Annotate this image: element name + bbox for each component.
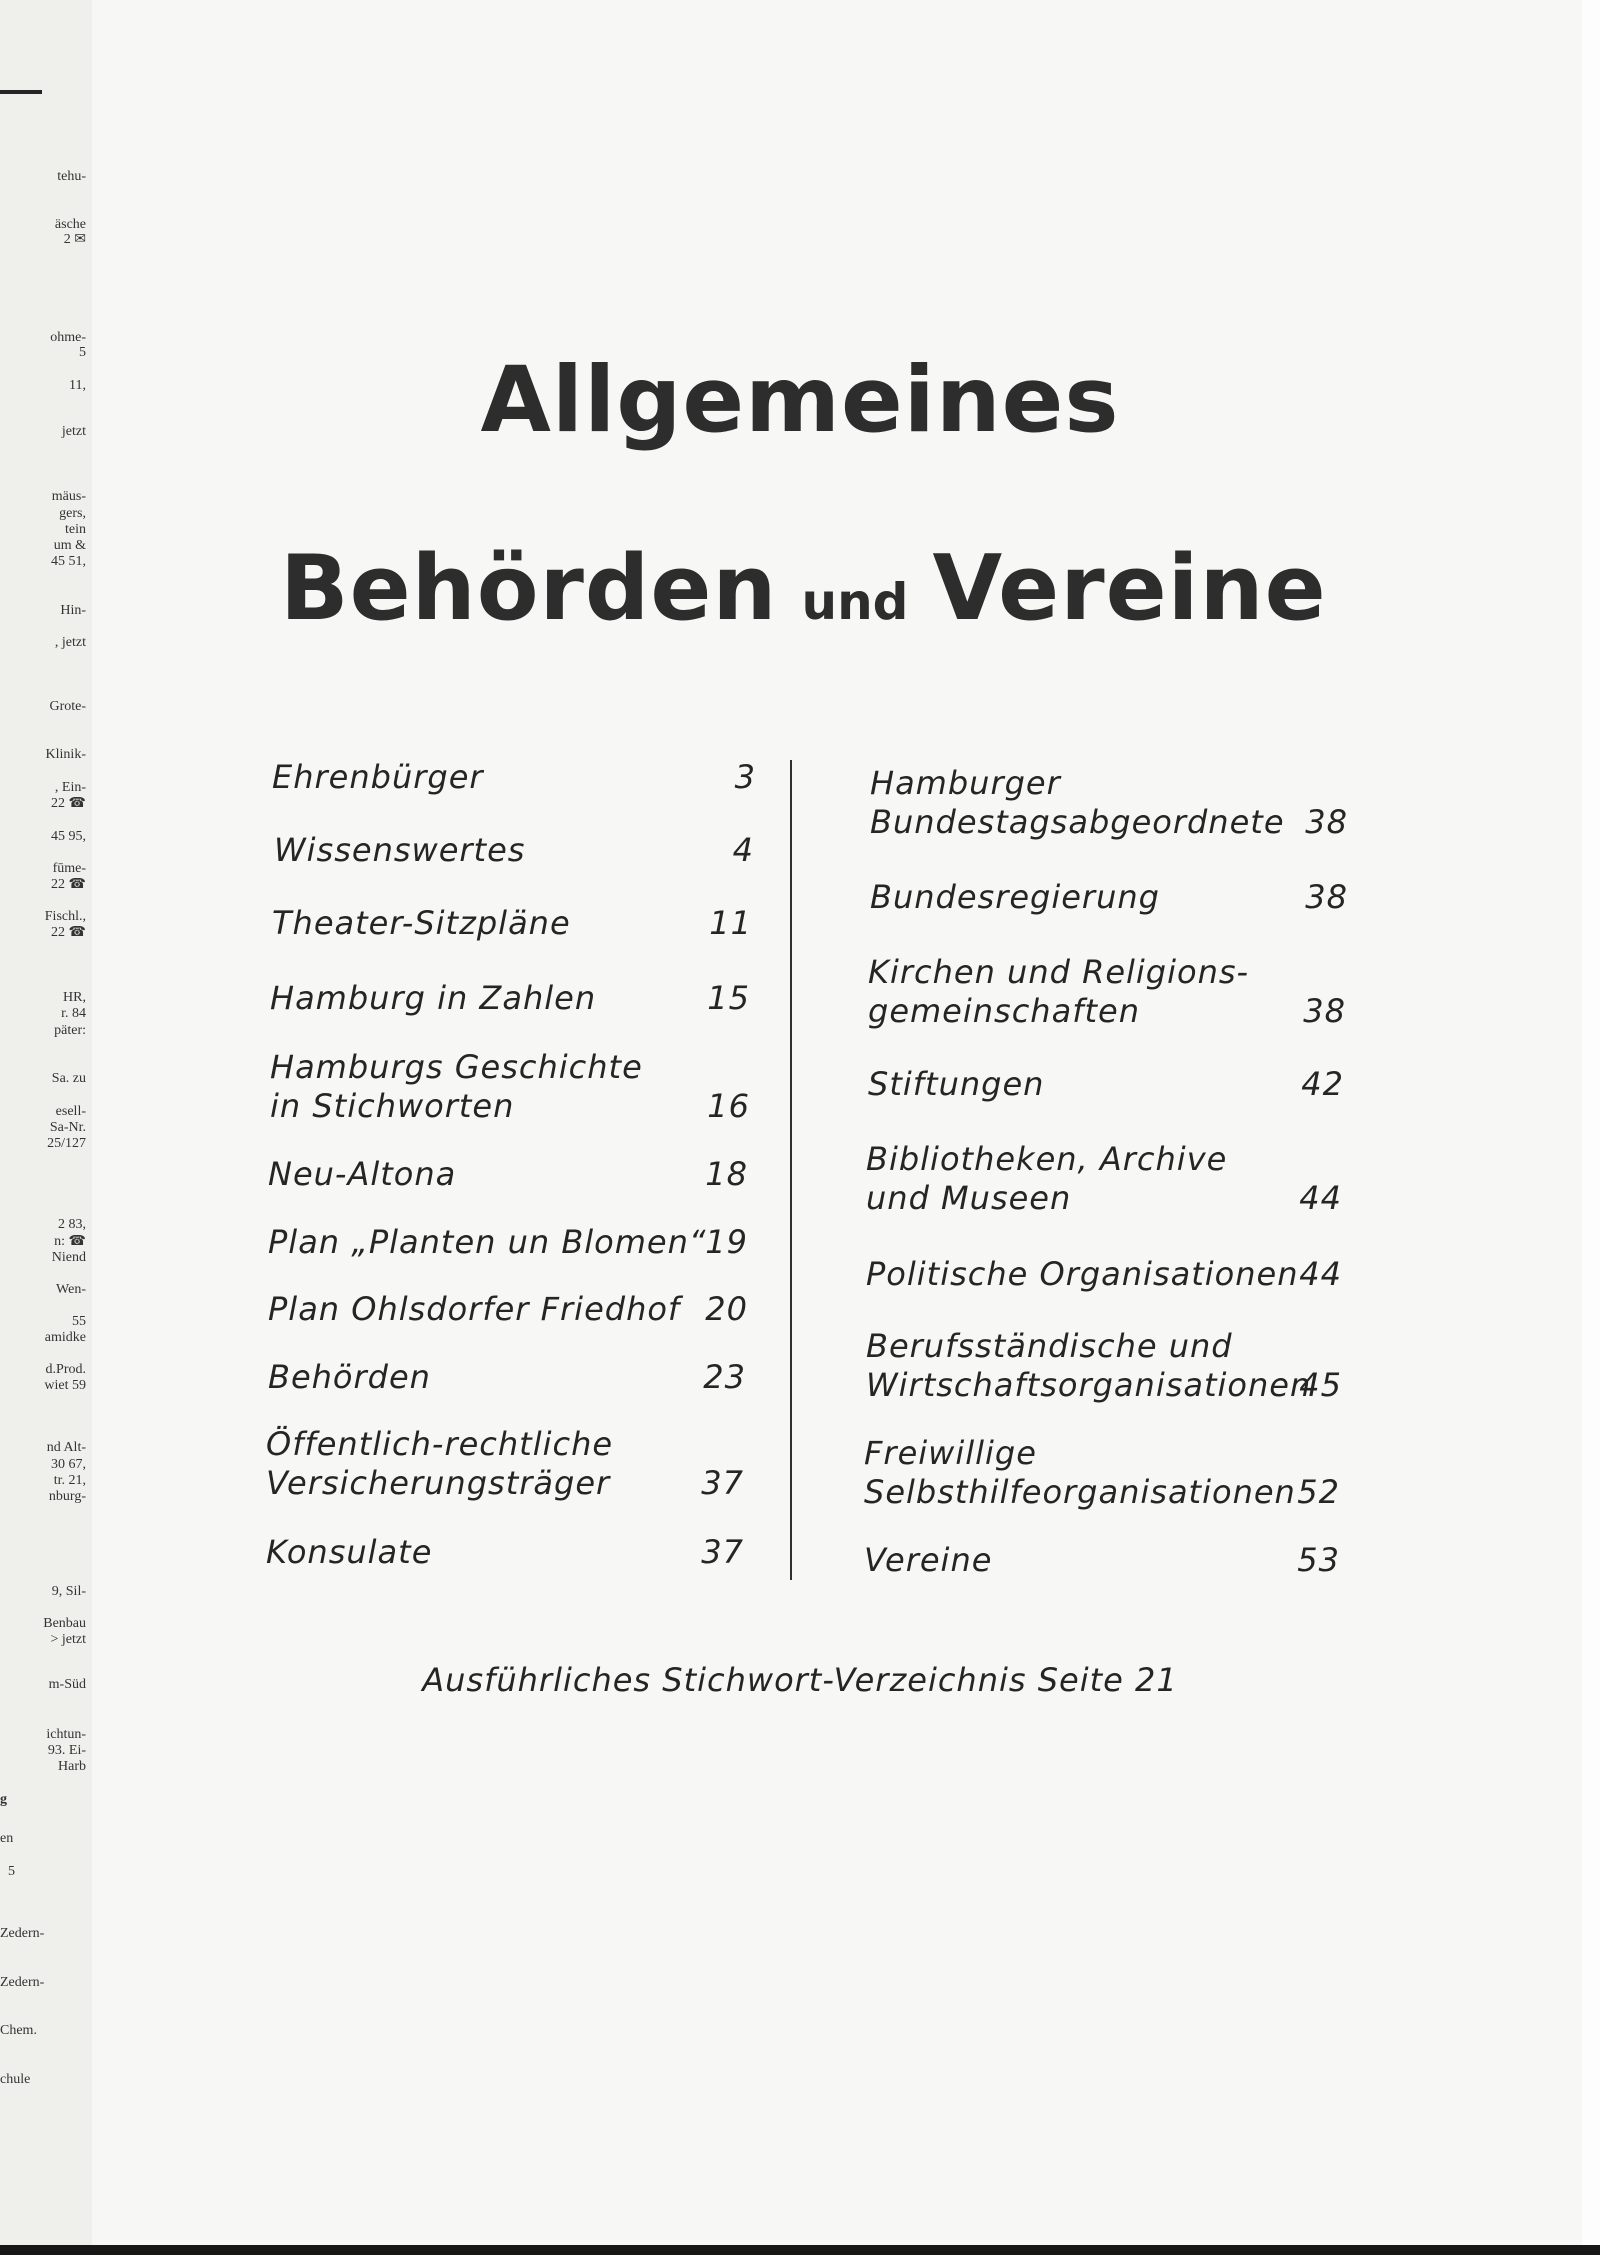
entry-label: Plan „Planten un Blomen“ (268, 1223, 707, 1261)
fragment-42: 9, Sil- (51, 1585, 86, 1599)
contents-entry (272, 904, 752, 943)
fragment-16: , Ein- (54, 781, 86, 795)
fragment-8: gers, (59, 507, 86, 521)
fragment-1: äsche (54, 218, 86, 232)
entry-page: 16 (707, 1087, 750, 1125)
entry-label: Vereine (864, 1541, 993, 1579)
entry-label: Bundesregierung (870, 878, 1160, 916)
fragment-25: päter: (54, 1024, 86, 1038)
entry-label: Stiftungen (868, 1065, 1045, 1103)
entry-page: 45 (1299, 1366, 1342, 1404)
fragment-10: um & (53, 539, 86, 553)
fragment-19: fūme- (52, 862, 86, 876)
entry-page: 20 (705, 1290, 748, 1328)
contents-entry (268, 1223, 748, 1262)
fragment-54: Chem. (0, 2024, 37, 2038)
fragment-41: nburg- (48, 1490, 86, 1504)
fragment-13: , jetzt (54, 636, 86, 650)
contents-entry (868, 953, 1346, 1031)
entry-page: 38 (1305, 803, 1348, 841)
fragment-28: Sa-Nr. (49, 1121, 86, 1135)
column-divider (790, 760, 792, 1580)
entry-page: 44 (1299, 1255, 1342, 1293)
fragment-4: 5 (79, 346, 86, 360)
fragment-22: 22 ☎ (51, 926, 86, 940)
title-word-vereine: Vereine (932, 536, 1327, 641)
entry-label: Bibliotheken, Archive und Museen (866, 1140, 1228, 1217)
fragment-30: 2 83, (58, 1218, 86, 1232)
contents-entry (268, 1155, 748, 1194)
contents-entry (870, 878, 1348, 917)
entry-page: 37 (701, 1533, 744, 1571)
entry-page: 4 (732, 831, 754, 869)
entry-page: 23 (703, 1358, 746, 1396)
entry-page: 11 (709, 904, 752, 942)
contents-entry (870, 764, 1348, 842)
entry-page: 42 (1301, 1065, 1344, 1103)
fragment-35: amidke (44, 1331, 86, 1345)
fragment-44: > jetzt (50, 1633, 86, 1647)
entry-page: 44 (1299, 1179, 1342, 1217)
entry-label: Theater-Sitzpläne (272, 904, 571, 942)
fragment-51: 5 (8, 1865, 15, 1879)
fragment-46: ichtun- (46, 1728, 86, 1742)
fragment-2: 2 ✉ (63, 233, 86, 247)
fragment-52: Zedern- (0, 1927, 45, 1941)
contents-entry (866, 1255, 1342, 1294)
fragment-20: 22 ☎ (51, 878, 86, 892)
entry-page: 52 (1297, 1473, 1340, 1511)
contents-entry (272, 758, 756, 797)
fragment-29: 25/127 (47, 1137, 86, 1151)
entry-page: 38 (1303, 992, 1346, 1030)
fragment-55: chule (0, 2073, 31, 2087)
fragment-39: 30 67, (51, 1458, 86, 1472)
fragment-5: 11, (69, 379, 86, 393)
contents-entry (266, 1533, 744, 1572)
contents-entry (268, 1358, 746, 1397)
bottom-scan-band (0, 2245, 1600, 2255)
fragment-15: Klinik- (45, 748, 86, 762)
right-page-edge (1582, 0, 1600, 2255)
entry-label: Ehrenbürger (272, 758, 484, 796)
entry-label: Berufsständische und Wirtschaftsorganisationen (866, 1327, 1312, 1404)
page-title (280, 348, 1327, 641)
contents-entry (266, 1425, 744, 1503)
left-page-rule (0, 90, 42, 94)
entry-page: 15 (707, 979, 750, 1017)
entry-label: Freiwillige Selbsthilfeorganisationen (864, 1434, 1296, 1511)
entry-label: Politische Organisationen (866, 1255, 1299, 1293)
entry-label: Behörden (268, 1358, 431, 1396)
fragment-50: en (0, 1832, 14, 1846)
fragment-40: tr. 21, (53, 1474, 86, 1488)
contents-entry (866, 1140, 1342, 1218)
fragment-0: tehu- (57, 170, 86, 184)
fragment-21: Fischl., (44, 910, 86, 924)
contents-entry (270, 979, 750, 1018)
contents-entry (864, 1541, 1340, 1580)
fragment-45: m-Süd (48, 1678, 86, 1692)
fragment-7: mäus- (51, 490, 86, 504)
entry-label: Konsulate (266, 1533, 433, 1571)
contents-entry (270, 1048, 750, 1126)
entry-page: 37 (701, 1464, 744, 1502)
title-line-2 (280, 536, 1327, 641)
fragment-18: 45 95, (51, 830, 86, 844)
entry-page: 38 (1305, 878, 1348, 916)
fragment-32: Niend (51, 1251, 86, 1265)
title-word-und: und (801, 573, 909, 631)
index-reference-note: Ausführliches Stichwort-Verzeichnis Seite 21 (422, 1661, 1178, 1699)
fragment-48: Harb (58, 1760, 86, 1774)
fragment-23: HR, (63, 991, 86, 1005)
entry-page: 53 (1297, 1541, 1340, 1579)
fragment-14: Grote- (49, 700, 86, 714)
fragment-3: ohme- (50, 331, 86, 345)
fragment-34: 55 (72, 1315, 86, 1329)
contents-entry (868, 1065, 1344, 1104)
entry-label: Wissenswertes (274, 831, 526, 869)
entry-label: Kirchen und Religions- gemeinschaften (868, 953, 1250, 1030)
entry-page: 3 (734, 758, 756, 796)
fragment-38: nd Alt- (46, 1441, 86, 1455)
fragment-12: Hin- (60, 604, 86, 618)
contents-entry (866, 1327, 1342, 1405)
fragment-43: Benbau (43, 1617, 86, 1631)
entry-label: Hamburger Bundestagsabgeordnete (870, 764, 1285, 841)
contents-entry (864, 1434, 1340, 1512)
title-line-1: Allgemeines (480, 348, 1120, 453)
fragment-47: 93. Ei- (47, 1744, 86, 1758)
fragment-6: jetzt (61, 425, 86, 439)
contents-entry (274, 831, 754, 870)
entry-label: Öffentlich-rechtliche Versicherungsträger (266, 1425, 614, 1502)
fragment-11: 45 51, (51, 555, 86, 569)
entry-page: 18 (705, 1155, 748, 1193)
fragment-9: tein (65, 523, 86, 537)
fragment-36: d.Prod. (45, 1363, 86, 1377)
fragment-17: 22 ☎ (51, 797, 86, 811)
fragment-53: Zedern- (0, 1976, 45, 1990)
entry-label: Plan Ohlsdorfer Friedhof (268, 1290, 681, 1328)
entry-label: Hamburg in Zahlen (270, 979, 597, 1017)
fragment-33: Wen- (56, 1283, 86, 1297)
fragment-26: Sa. zu (51, 1072, 86, 1086)
fragment-24: r. 84 (61, 1007, 86, 1021)
fragment-27: esell- (55, 1105, 86, 1119)
entry-label: Hamburgs Geschichte in Stichworten (270, 1048, 643, 1125)
fragment-49: g (0, 1793, 7, 1807)
entry-page: 19 (705, 1223, 748, 1261)
entry-label: Neu-Altona (268, 1155, 457, 1193)
fragment-31: n: ☎ (54, 1235, 86, 1249)
contents-entry (268, 1290, 748, 1329)
fragment-37: wiet 59 (44, 1379, 86, 1393)
title-word-behoerden: Behörden (280, 536, 778, 641)
